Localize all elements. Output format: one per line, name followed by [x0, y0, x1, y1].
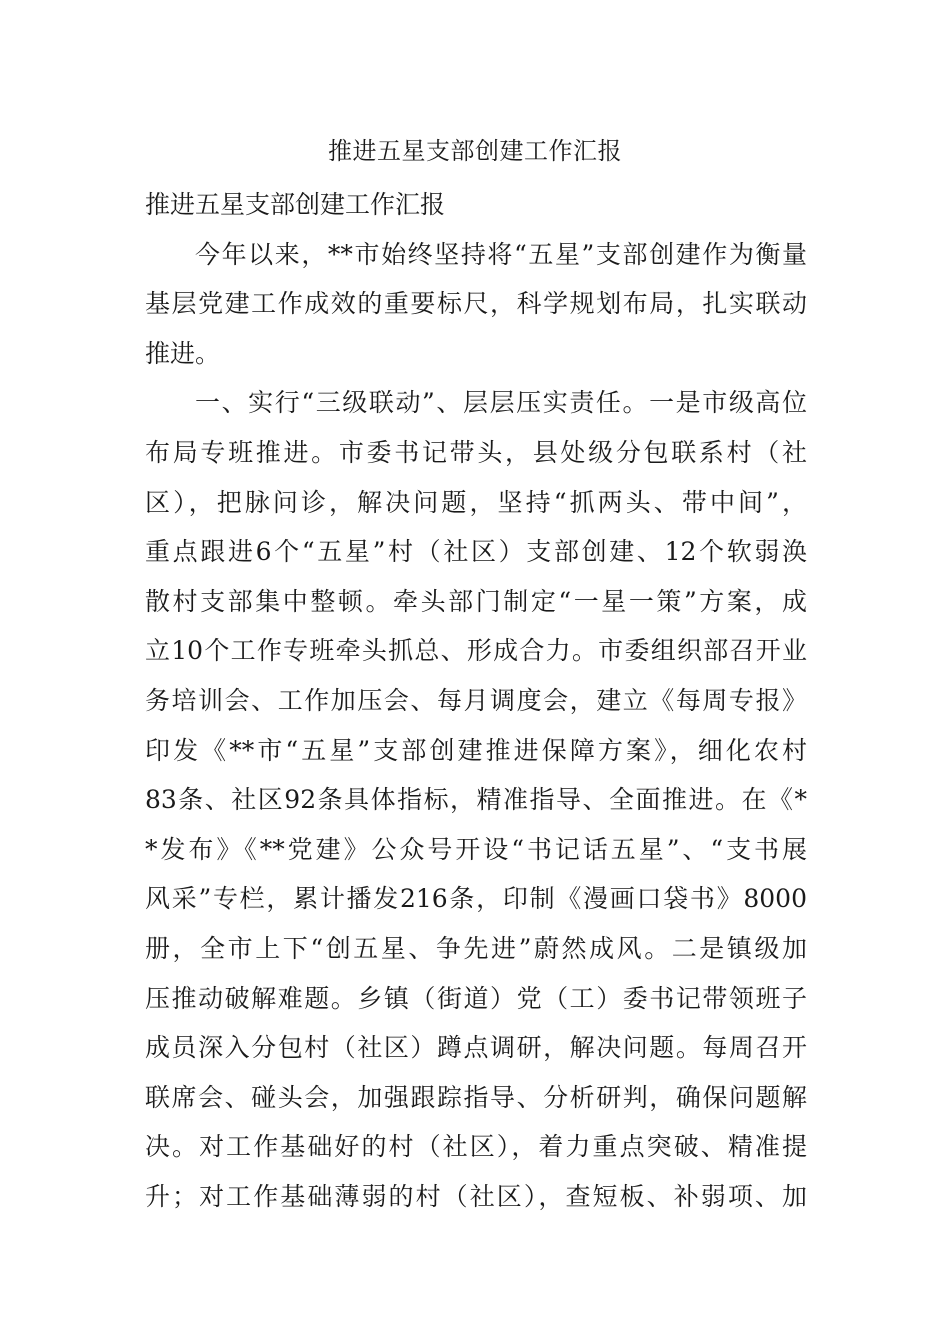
document-body: [145, 180, 807, 1221]
paragraph-line: 压推动破解难题。乡镇（街道）党（工）委书记带领班子: [145, 983, 807, 1013]
paragraph-line: 散村支部集中整顿。牵头部门制定“一星一策”方案，成: [145, 586, 807, 616]
paragraph-line: 重点跟进6个“五星”村（社区）支部创建、12个软弱涣: [145, 537, 807, 567]
paragraph-line: 推进。: [145, 338, 221, 368]
paragraph-line: 升；对工作基础薄弱的村（社区），查短板、补弱项、加: [145, 1181, 807, 1211]
paragraph-line: 区），把脉问诊，解决问题，坚持“抓两头、带中间”，: [145, 487, 807, 517]
paragraph-line: 务培训会、工作加压会、每月调度会，建立《每周专报》: [145, 685, 807, 715]
document-title: 推进五星支部创建工作汇报: [328, 137, 622, 165]
paragraph-line: 今年以来，**市始终坚持将“五星”支部创建作为衡量: [195, 239, 807, 269]
paragraph-line: 联席会、碰头会，加强跟踪指导、分析研判，确保问题解: [145, 1082, 807, 1112]
paragraph-line: 立10个工作专班牵头抓总、形成合力。市委组织部召开业: [145, 636, 807, 666]
paragraph-line: 册，全市上下“创五星、争先进”蔚然成风。二是镇级加: [145, 933, 807, 963]
paragraph-line: 布局专班推进。市委书记带头，县处级分包联系村（社: [145, 437, 807, 467]
paragraph-line: 基层党建工作成效的重要标尺，科学规划布局，扎实联动: [145, 289, 807, 319]
paragraph-line: 成员深入分包村（社区）蹲点调研，解决问题。每周召开: [145, 1033, 807, 1063]
paragraph-line: 一、实行“三级联动”、层层压实责任。一是市级高位: [195, 388, 807, 418]
paragraph-line: *发布》《**党建》公众号开设“书记话五星”、“支书展: [145, 834, 807, 864]
document-subtitle-line: 推进五星支部创建工作汇报: [145, 190, 446, 219]
paragraph-line: 印发《**市“五星”支部创建推进保障方案》，细化农村: [145, 735, 807, 765]
paragraph-line: 决。对工作基础好的村（社区），着力重点突破、精准提: [145, 1132, 807, 1162]
paragraph-line: 83条、社区92条具体指标，精准指导、全面推进。在《*: [145, 785, 807, 815]
paragraph-line: 风采”专栏，累计播发216条，印制《漫画口袋书》8000: [145, 884, 807, 914]
